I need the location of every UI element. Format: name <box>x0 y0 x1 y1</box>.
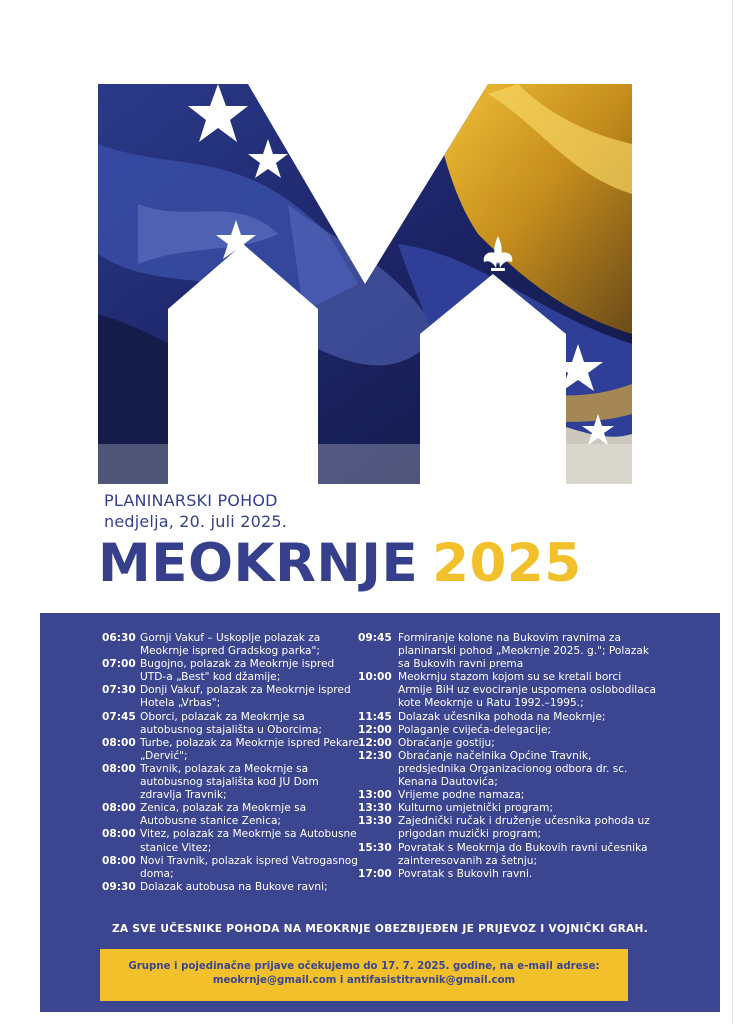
schedule-item <box>102 658 362 684</box>
schedule-time: 13:00 <box>358 789 392 802</box>
schedule-item <box>358 868 658 881</box>
schedule-description: Vrijeme podne namaza; <box>398 789 525 802</box>
schedule-description: Donji Vakuf, polazak za Meokrnje ispred Hotela „Vrbas"; <box>140 684 351 710</box>
schedule-description: Zajednički ručak i druženje učesnika pohoda uz prigodan muzički program; <box>398 815 650 841</box>
schedule-time: 08:00 <box>102 828 136 841</box>
schedule-left-column <box>102 632 362 894</box>
schedule-time: 12:30 <box>358 749 392 762</box>
schedule-description: Obraćanje načelnika Općine Travnik, predsjednika Organizacionog odbora dr. sc. Kenana Dautovića; <box>398 749 628 789</box>
schedule-time: 13:30 <box>358 815 392 828</box>
schedule-item <box>358 802 658 815</box>
schedule-time: 13:30 <box>358 802 392 815</box>
schedule-time: 10:00 <box>358 671 392 684</box>
schedule-time: 06:30 <box>102 632 136 644</box>
schedule-item <box>358 671 658 710</box>
schedule-description: Kulturno umjetnički program; <box>398 802 554 815</box>
schedule-description: Povratak s Meokrnja do Bukovih ravni učesnika zainteresovanih za šetnju; <box>398 841 648 867</box>
schedule-time: 15:30 <box>358 841 392 854</box>
schedule-time: 08:00 <box>102 802 136 815</box>
schedule-item <box>102 632 362 658</box>
schedule-description: Formiranje kolone na Bukovim ravnima za planinarski pohod „Meokrnje 2025. g."; Polazak sa Bukovih ravni prema <box>398 632 650 671</box>
transport-notice: ZA SVE UČESNIKE POHODA NA MEOKRNJE OBEZBIJEĐEN JE PRIJEVOZ I VOJNIČKI GRAH. <box>111 923 649 935</box>
schedule-description: Oborci, polazak za Meokrnje sa autobusnog stajališta u Oborcima; <box>140 710 323 736</box>
schedule-time: 08:00 <box>102 854 136 867</box>
registration-text: Grupne i pojedinačne prijave očekujemo do 17. 7. 2025. godine, na e-mail adrese: <box>128 961 600 972</box>
schedule-description: Travnik, polazak za Meokrnje sa autobusnog stajališta kod JU Dom zdravlja Travnik; <box>140 762 319 802</box>
registration-emails: meokrnje@gmail.com i antifasistitravnik@gmail.com <box>212 975 516 986</box>
schedule-item <box>102 737 362 763</box>
schedule-panel <box>40 613 720 1012</box>
schedule-description: Zenica, polazak za Meokrnje sa Autobusne stanice Zenica; <box>140 802 307 828</box>
schedule-item <box>102 684 362 710</box>
registration-box <box>100 949 628 1001</box>
schedule-item <box>358 711 658 724</box>
schedule-time: 07:00 <box>102 658 136 671</box>
schedule-description: Dolazak učesnika pohoda na Meokrnje; <box>398 710 606 723</box>
schedule-description: Turbe, polazak za Meokrnje ispred Pekare „Dervić"; <box>140 736 360 762</box>
schedule-item <box>102 763 362 802</box>
schedule-time: 12:00 <box>358 736 392 749</box>
schedule-right-column <box>358 632 658 881</box>
schedule-description: Vitez, polazak za Meokrnje sa Autobusne stanice Vitez; <box>140 828 357 854</box>
schedule-description: Dolazak autobusa na Bukove ravni; <box>140 880 328 893</box>
schedule-time: 09:45 <box>358 632 392 644</box>
schedule-item <box>102 855 362 881</box>
page-title <box>98 532 582 596</box>
title-year: 2025 <box>432 533 582 594</box>
schedule-time: 12:00 <box>358 723 392 736</box>
flag-m-shape-icon <box>98 84 632 484</box>
schedule-description: Bugojno, polazak za Meokrnje ispred UTD-a „Best" kod džamije; <box>140 658 335 684</box>
schedule-time: 08:00 <box>102 762 136 775</box>
schedule-description: Novi Travnik, polazak ispred Vatrogasnog doma; <box>140 854 358 880</box>
event-subtitle <box>104 490 287 532</box>
schedule-description: Obraćanje gostiju; <box>398 736 495 749</box>
schedule-item <box>358 789 658 802</box>
hero-m-flag-illustration <box>98 84 632 484</box>
schedule-description: Gornji Vakuf – Uskoplje polazak za Meokrnje ispred Gradskog parka"; <box>140 632 321 658</box>
schedule-time: 11:45 <box>358 710 392 723</box>
schedule-description: Polaganje cvijeća-delegacije; <box>398 723 552 736</box>
schedule-item <box>102 711 362 737</box>
schedule-description: Meokrnju stazom kojom su se kretali borci Armije BiH uz evociranje uspomena oslobodilaca kote Meokrnje u Ratu 1992.–1995.; <box>398 671 657 710</box>
schedule-item <box>358 737 658 750</box>
schedule-item <box>102 881 362 894</box>
schedule-item <box>102 828 362 854</box>
schedule-item <box>358 842 658 868</box>
schedule-item <box>102 802 362 828</box>
schedule-time: 07:30 <box>102 684 136 697</box>
schedule-time: 07:45 <box>102 710 136 723</box>
event-type: PLANINARSKI POHOD <box>104 491 278 510</box>
schedule-time: 08:00 <box>102 736 136 749</box>
schedule-item <box>358 750 658 789</box>
title-name: MEOKRNJE <box>98 533 419 594</box>
schedule-time: 09:30 <box>102 880 136 893</box>
schedule-description: Povratak s Bukovih ravni. <box>398 867 533 880</box>
schedule-time: 17:00 <box>358 867 392 880</box>
schedule-item <box>358 724 658 737</box>
schedule-item <box>358 815 658 841</box>
event-date: nedjelja, 20. juli 2025. <box>104 512 287 531</box>
schedule-item <box>358 632 658 671</box>
